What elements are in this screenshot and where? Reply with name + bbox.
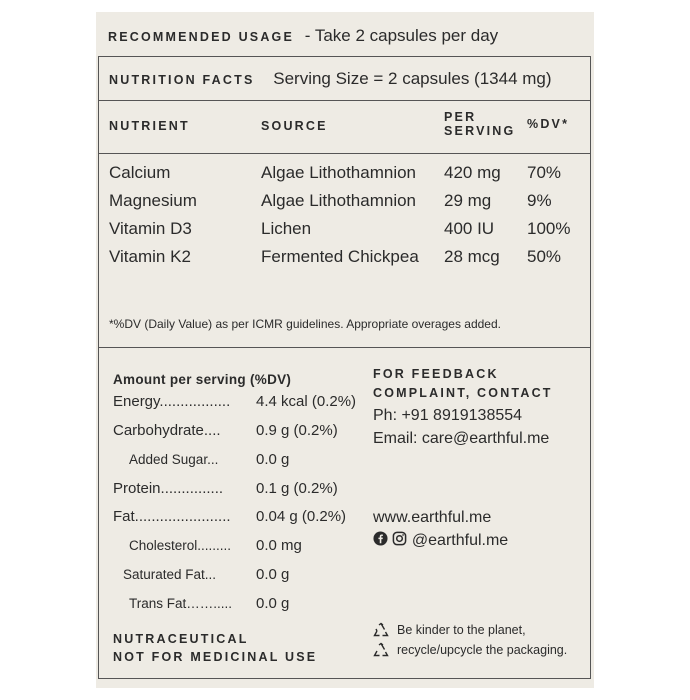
row-nutrient: Vitamin D3 (109, 219, 192, 238)
amount-label: Carbohydrate.... (113, 422, 221, 439)
serving-size-line (109, 69, 552, 89)
nutrient-table (98, 100, 591, 348)
eco-line-1: Be kinder to the planet, (397, 623, 526, 637)
row-amount: 420 mg (444, 163, 501, 182)
amount-value: 0.0 g (256, 595, 290, 612)
amount-value: 4.4 kcal (0.2%) (256, 393, 357, 410)
dv-footnote: *%DV (Daily Value) as per ICMR guidelines. Appropriate overages added. (109, 317, 501, 331)
instagram-icon (392, 531, 407, 551)
row-nutrient: Vitamin K2 (109, 247, 191, 266)
col-header-per-serving (444, 110, 515, 138)
eco-line-2: recycle/upcycle the packaging. (397, 643, 568, 657)
amount-label: Added Sugar... (129, 452, 219, 467)
serving-size: Serving Size = 2 capsules (1344 mg) (273, 69, 552, 88)
amount-label: Fat....................... (113, 508, 231, 525)
row-amount: 400 IU (444, 219, 495, 238)
amount-and-contact-section (98, 346, 591, 679)
row-nutrient: Magnesium (109, 191, 197, 210)
amount-value: 0.04 g (0.2%) (256, 508, 347, 525)
amount-label: Cholesterol......... (129, 538, 232, 553)
disclaimer-not-medicinal: NOT FOR MEDICINAL USE (113, 650, 318, 664)
serving-label: SERVING (444, 124, 516, 138)
amount-value: 0.0 mg (256, 537, 302, 554)
nutrition-facts-heading: NUTRITION FACTS (109, 73, 255, 87)
col-header-source: SOURCE (261, 119, 328, 133)
amount-value: 0.9 g (0.2%) (256, 422, 338, 439)
amount-label: Saturated Fat... (123, 567, 217, 582)
row-dv: 70% (527, 163, 562, 182)
row-source: Algae Lithothamnion (261, 191, 417, 210)
social-handle-text: @earthful.me (411, 532, 509, 550)
amount-heading: Amount per serving (%DV) (113, 372, 292, 387)
amount-value: 0.0 g (256, 451, 290, 468)
table-header-divider (99, 153, 590, 154)
row-amount: 28 mcg (444, 247, 500, 266)
usage-heading: RECOMMENDED USAGE (108, 30, 295, 44)
row-dv: 100% (527, 219, 571, 238)
facebook-icon (373, 531, 388, 551)
disclaimer-nutraceutical: NUTRACEUTICAL (113, 632, 249, 646)
complaint-heading: COMPLAINT, CONTACT (373, 386, 553, 400)
social-handle[interactable] (373, 531, 508, 551)
per-label: PER (444, 110, 477, 124)
usage-text: - Take 2 capsules per day (304, 26, 499, 45)
nutrition-label-panel (96, 12, 594, 688)
amount-value: 0.0 g (256, 566, 290, 583)
recycle-icon (373, 642, 389, 663)
website-link[interactable]: www.earthful.me (373, 509, 492, 526)
amount-label: Protein............... (113, 480, 224, 497)
amount-value: 0.1 g (0.2%) (256, 480, 338, 497)
row-amount: 29 mg (444, 191, 492, 210)
feedback-heading: FOR FEEDBACK (373, 367, 499, 381)
row-source: Fermented Chickpea (261, 247, 419, 266)
col-header-nutrient: NUTRIENT (109, 119, 190, 133)
contact-phone: Ph: +91 8919138554 (373, 407, 523, 424)
recommended-usage (108, 26, 498, 46)
nutrition-facts-header (98, 56, 591, 101)
col-header-dv: %DV* (527, 117, 570, 131)
row-dv: 50% (527, 247, 562, 266)
amount-label: Energy................. (113, 393, 231, 410)
row-nutrient: Calcium (109, 163, 171, 182)
recycle-icon (373, 622, 389, 643)
amount-label: Trans Fat……..... (129, 596, 233, 611)
contact-email: Email: care@earthful.me (373, 430, 550, 447)
row-dv: 9% (527, 191, 552, 210)
row-source: Algae Lithothamnion (261, 163, 417, 182)
row-source: Lichen (261, 219, 312, 238)
